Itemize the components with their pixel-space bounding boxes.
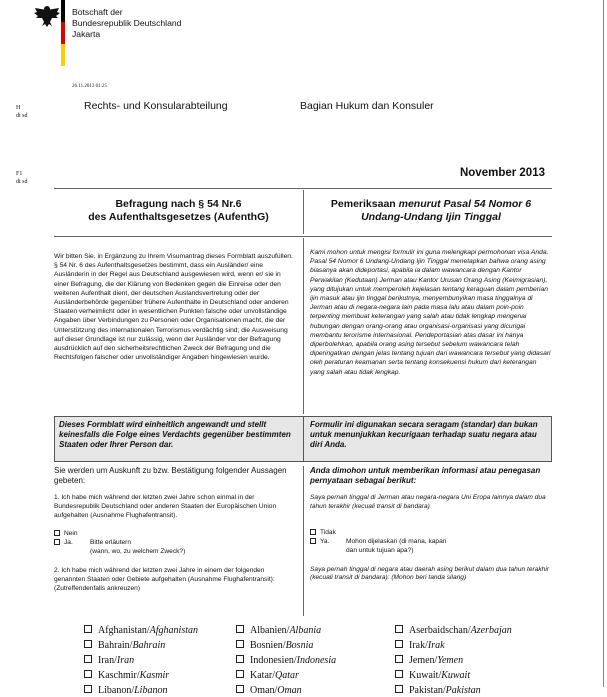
q1-de: 1. Ich habe mich während der letzten zwei Jahre schon einmal in der Bundesrepublik Deutschland oder anderen Staaten der Europäischen Union aufgehalten (Ausnahme Flughafentransit). [54, 494, 277, 519]
country-name-id: Qatar [275, 670, 299, 681]
checkbox[interactable] [395, 640, 403, 648]
country-name-de: Jemen/ [409, 655, 438, 666]
department-de: Rechts- und Konsularabteilung [84, 100, 228, 112]
country-name-de: Kaschmir/ [98, 670, 140, 681]
country-option[interactable] [84, 669, 236, 682]
country-name-de: Bahrain/ [98, 640, 133, 651]
country-option[interactable] [395, 654, 595, 667]
checkbox[interactable] [395, 625, 403, 633]
country-name-id: Azerbajan [470, 625, 512, 636]
date-code: 26.11.2013 01:25 [72, 84, 107, 89]
country-name-de: Pakistan/ [409, 685, 446, 696]
country-name-de: Katar/ [250, 670, 275, 681]
q1-id: Saya pernah tinggal di Jerman atau negara-negara Uni Eropa lainnya dalam dua tahun terakhir (kecuali transit di bandara) [310, 494, 546, 510]
country-name-de: Afghanistan/ [98, 625, 150, 636]
notice-de: Dieses Formblatt wird einheitlich angewandt und stellt keinesfalls die Folge eines Verdachts gegenüber bestimmten Staaten oder Ihrer Person dar. [59, 420, 291, 449]
checkbox[interactable] [236, 625, 244, 633]
country-name-id: Kuwait [441, 670, 471, 681]
q1-no-option[interactable]: Nein [54, 529, 297, 538]
country-name-id: Indonesia [296, 655, 337, 666]
country-name-id: Libanon [134, 685, 168, 696]
country-name-id: Afghanistan [149, 625, 198, 636]
title-de: Befragung nach § 54 Nr.6 des Aufenthaltsgesetzes (AufenthG) [88, 198, 269, 223]
embassy-name: Botschaft der Bundesrepublik Deutschland Jakarta [72, 7, 182, 39]
notice-id: Formulir ini digunakan secara seragam (standar) dan bukan untuk menunjukkan kecurigaan terhadap suatu negara atau diri Anda. [303, 417, 551, 461]
country-name-id: Pakistan [445, 685, 481, 696]
q2-de: 2. Ich habe mich während der letzten zwei Jahre in einem der folgenden genannten Staaten oder Gebiete aufgehalten (Ausnahme Flughafentransit): (Zutreffendenfalls ankreuzen) [54, 567, 275, 592]
country-name-de: Libanon/ [98, 685, 135, 696]
country-option[interactable] [84, 639, 236, 652]
department-id: Bagian Hukum dan Konsuler [300, 100, 434, 112]
country-name-id: Yemen [437, 655, 464, 666]
side-note-2: F1 dt sd [16, 171, 28, 185]
notice-box [54, 416, 552, 462]
country-name-de: Aserbaidschan/ [409, 625, 471, 636]
country-option[interactable] [395, 624, 595, 637]
country-option[interactable] [236, 624, 395, 637]
checkbox[interactable] [236, 685, 244, 693]
country-name-de: Indonesien/ [250, 655, 297, 666]
country-name-id: Bosnia [285, 640, 314, 651]
country-option[interactable] [236, 684, 395, 697]
checkbox[interactable] [54, 530, 60, 536]
country-option[interactable] [236, 669, 395, 682]
q1-no-option-id[interactable]: Tidak [310, 528, 552, 537]
country-name-de: Irak/ [409, 640, 428, 651]
german-flag-stripe [61, 0, 65, 66]
side-note-1: H dt sd [16, 105, 28, 119]
divider [54, 236, 552, 237]
country-option[interactable] [395, 684, 595, 697]
country-name-de: Kuwait/ [409, 670, 442, 681]
country-name-de: Oman/ [250, 685, 278, 696]
title-row [54, 190, 552, 234]
country-option[interactable] [395, 639, 595, 652]
country-name-de: Iran/ [98, 655, 117, 666]
questions-row [54, 466, 552, 616]
country-option[interactable] [395, 669, 595, 682]
country-option[interactable] [236, 654, 395, 667]
checkbox[interactable] [236, 640, 244, 648]
country-checklist [84, 624, 604, 697]
country-option[interactable] [84, 624, 236, 637]
federal-eagle-icon [33, 4, 61, 28]
checkbox[interactable] [395, 670, 403, 678]
divider [54, 188, 552, 189]
country-name-id: Irak [427, 640, 445, 651]
country-option[interactable] [84, 654, 236, 667]
request-id: Anda dimohon untuk memberikan informasi atau penegasan pernyataan sebagai berikut: [310, 466, 541, 485]
checkbox[interactable] [310, 529, 316, 535]
country-option[interactable] [236, 639, 395, 652]
checkbox[interactable] [236, 670, 244, 678]
intro-row [54, 238, 552, 414]
checkbox[interactable] [84, 670, 92, 678]
country-name-id: Kasmir [139, 670, 170, 681]
checkbox[interactable] [84, 625, 92, 633]
checkbox[interactable] [54, 539, 60, 545]
checkbox[interactable] [84, 655, 92, 663]
q2-id: Saya pernah tinggal di negara atau daerah asing berikut dalam dua tahun terakhir (kecuali transit di bandara): (Mohon beri tanda silang) [310, 565, 550, 582]
checkbox[interactable] [310, 538, 316, 544]
country-name-de: Albanien/ [250, 625, 290, 636]
country-name-id: Oman [277, 685, 302, 696]
country-name-id: Albania [289, 625, 322, 636]
country-name-de: Bosnien/ [250, 640, 286, 651]
checkbox[interactable] [395, 655, 403, 663]
q1-yes-option-id[interactable]: Ya. Mohon dijelaskan (di mana, kapan dan untuk tujuan apa?) [310, 537, 552, 555]
checkbox[interactable] [236, 655, 244, 663]
intro-id: Kami mohon untuk mengisi formulir ini guna melengkapi permohonan visa Anda. Pasal 54 Nomor 6 Undang-Undang Ijin Tinggal menetapkan bahwa orang asing biasanya akan dideportasi, apabila ia dalam wawancara dengan Kantor Perwakilan (Kedutaan) Jerman atau Kantor Urusan Orang Asing (Keimigrasian), yang ditujukan untuk memperoleh kejelasan tentang keraguan dalam pemberian ijin masuk atau ijin tinggal berikutnya, menyembunyikan masa tinggalnya di Jerman atau di negara-negara lain pada masa lalu atau dalam poin-poin terpenting membuat keterangan yang salah atau tidak lengkap mengenai hubungan dengan orang-orang atau organisasi-organisasi yang dicurigai membantu terorisme internasional. Pendeportasian atas dasar ini hanya diperbolehkan, apabila orang asing tersebut sebelum wawancara telah diperingatkan dengan jelas tentang tujuan dari wawancara tersebut yang didasari oleh peraturan keamanan serta tentang konsekuensi hukum dari keterangan yang salah atau tidak lengkap. [310, 249, 551, 376]
country-name-id: Bahrain [132, 640, 166, 651]
title-id: Pemeriksaan menurut Pasal 54 Nomor 6 Undang-Undang Ijin Tinggal [303, 190, 552, 234]
intro-de: Wir bitten Sie, in Ergänzung zu Ihrem Visumantrag dieses Formblatt auszufüllen. § 54 Nr. 6 des Aufenthaltsgesetzes bestimmt, dass ein Ausländer/ eine Ausländerin in der Regel aus Deutschland ausgewiesen wird, wenn er/ sie in einer Befragung, die der Klärung von Bedenken gegen die Einreise oder den weiteren Aufenthalt dient, der deutschen Auslandsvertretung oder der Ausländerbehörde gegenüber frühere Aufenthalte in Deutschland oder anderen Staaten verheimlicht oder in wesentlichen Punkten falsche oder unvollständige Angaben über Verbindungen zu Personen oder Organisationen macht, die der Unterstützung des internationalen Terrorismus verdächtig sind; die Ausweisung auf dieser Grundlage ist nur zulässig, wenn der Ausländer vor der Befragung ausdrücklich auf den sicherheitsrechtlichen Zweck der Befragung und die Rechtsfolgen falscher oder unvollständiger Angaben hingewiesen wurde. [54, 253, 293, 362]
checkbox[interactable] [84, 640, 92, 648]
country-option[interactable] [84, 684, 236, 697]
request-de: Sie werden um Auskunft zu bzw. Bestätigung folgender Aussagen gebeten: [54, 466, 287, 485]
q1-yes-option[interactable]: Ja. Bitte erläutern (wann, wo, zu welchem Zweck?) [54, 538, 297, 556]
country-name-id: Iran [116, 655, 135, 666]
checkbox[interactable] [84, 685, 92, 693]
issue-month: November 2013 [459, 167, 545, 179]
checkbox[interactable] [395, 685, 403, 693]
